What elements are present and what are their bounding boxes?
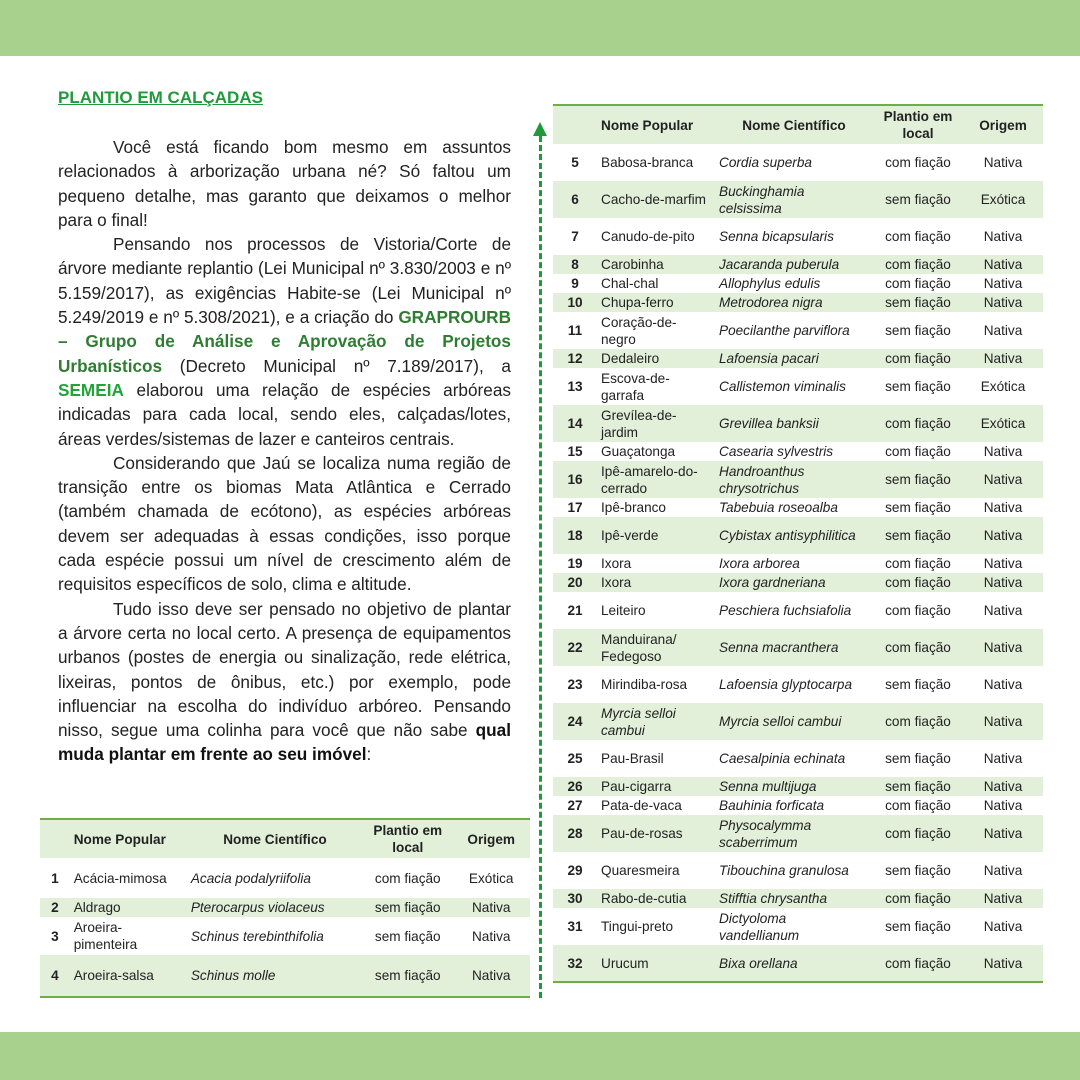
table-row — [553, 255, 1043, 274]
planting-location: sem fiação — [885, 500, 951, 515]
popular-name: Chupa-ferro — [601, 295, 674, 310]
popular-name: Guaçatonga — [601, 444, 676, 459]
planting-location: sem fiação — [374, 968, 441, 983]
origin: Nativa — [983, 323, 1023, 338]
row-number: 17 — [567, 500, 583, 515]
table-row — [553, 181, 1043, 218]
popular-name: Ipê-verde — [601, 528, 659, 543]
scientific-name: Tibouchina granulosa — [719, 863, 849, 878]
table-row — [553, 629, 1043, 666]
table-row — [553, 368, 1043, 405]
planting-location: com fiação — [374, 870, 441, 886]
p4-bold-text: qual muda plantar em frente ao seu imóvel — [58, 720, 511, 765]
table-row — [553, 815, 1043, 852]
header-number — [553, 105, 597, 144]
scientific-name: Myrcia selloi cambui — [719, 714, 842, 729]
origin: Nativa — [983, 603, 1023, 618]
planting-location: com fiação — [885, 798, 951, 813]
table-row — [40, 898, 530, 917]
origin: Exótica — [980, 192, 1026, 207]
popular-name: Dedaleiro — [601, 351, 660, 366]
popular-name: Pau-cigarra — [601, 779, 672, 794]
scientific-name: Cordia superba — [719, 155, 812, 170]
popular-name: Grevílea-de-jardim — [601, 407, 677, 440]
scientific-name: Allophylus edulis — [719, 276, 821, 291]
origin: Nativa — [983, 919, 1023, 934]
scientific-name: Lafoensia glyptocarpa — [719, 677, 853, 692]
species-table-part-2 — [553, 104, 1043, 983]
popular-name: Carobinha — [601, 257, 664, 272]
intro-text — [58, 135, 511, 767]
planting-location: sem fiação — [374, 928, 441, 944]
popular-name: Aroeira-pimenteira — [73, 920, 138, 952]
bottom-green-band — [0, 1032, 1080, 1080]
p4-end: : — [366, 744, 372, 765]
table-row — [553, 442, 1043, 461]
popular-name: Ixora — [601, 575, 632, 590]
scientific-name: Callistemon viminalis — [719, 379, 846, 394]
row-number: 23 — [567, 677, 583, 692]
table-row — [553, 889, 1043, 908]
origin: Exótica — [468, 870, 514, 886]
table-row — [553, 293, 1043, 312]
scientific-name: Dictyoloma vandellianum — [719, 910, 800, 943]
table-row — [553, 796, 1043, 815]
header-cientifico: Nome Científico — [742, 117, 846, 133]
planting-location: sem fiação — [885, 863, 951, 878]
scientific-name: Bauhinia forficata — [719, 798, 825, 813]
origin: Nativa — [983, 229, 1023, 244]
planting-location: com fiação — [885, 891, 951, 906]
table-row — [553, 945, 1043, 982]
origin: Nativa — [471, 900, 511, 915]
popular-name: Ipê-amarelo-do-cerrado — [601, 463, 698, 496]
popular-name: Babosa-branca — [601, 155, 694, 170]
table-header-row — [553, 105, 1043, 144]
table-row — [553, 703, 1043, 740]
popular-name: Leiteiro — [601, 603, 646, 618]
scientific-name: Peschiera fuchsiafolia — [719, 603, 852, 618]
row-number: 31 — [567, 919, 583, 934]
table-row — [40, 858, 530, 898]
table-row — [553, 908, 1043, 945]
page-title: PLANTIO EM CALÇADAS — [58, 88, 263, 107]
row-number: 1 — [51, 870, 59, 886]
popular-name: Acácia-mimosa — [73, 870, 167, 886]
intro-paragraph-2 — [58, 232, 511, 451]
header-origem: Origem — [979, 117, 1027, 133]
table-header-row — [40, 819, 530, 858]
planting-location: com fiação — [885, 444, 951, 459]
planting-location: sem fiação — [885, 192, 951, 207]
p2-text-a: Pensando nos processos de Vistoria/Corte de árvore mediante replantio (Lei Municipal nº 3.830/2003 e nº 5.159/2017), as exigências Habite-se (Lei Municipal nº 5.249/2019 e nº 5.308/2021), e a criação do — [58, 234, 511, 328]
popular-name: Pata-de-vaca — [601, 798, 682, 813]
planting-location: com fiação — [885, 575, 951, 590]
origin: Nativa — [983, 575, 1023, 590]
popular-name: Canudo-de-pito — [601, 229, 695, 244]
row-number: 19 — [567, 556, 583, 571]
table-row — [40, 955, 530, 997]
table-row — [553, 554, 1043, 573]
origin: Exótica — [980, 416, 1026, 431]
scientific-name: Caesalpinia echinata — [719, 751, 846, 766]
table-row — [553, 573, 1043, 592]
origin: Nativa — [983, 155, 1023, 170]
table-row — [553, 218, 1043, 255]
scientific-name: Cybistax antisyphilitica — [719, 528, 856, 543]
row-number: 20 — [567, 575, 583, 590]
origin: Nativa — [983, 779, 1023, 794]
row-number: 26 — [567, 779, 583, 794]
table-row — [553, 312, 1043, 349]
scientific-name: Ixora gardneriana — [719, 575, 826, 590]
row-number: 7 — [571, 229, 579, 244]
planting-location: com fiação — [885, 155, 951, 170]
planting-location: sem fiação — [885, 677, 951, 692]
row-number: 21 — [567, 603, 583, 618]
planting-location: com fiação — [885, 351, 951, 366]
species-table-part-1 — [40, 818, 530, 998]
table-row — [553, 349, 1043, 368]
row-number: 28 — [567, 826, 583, 841]
header-origem: Origem — [467, 831, 515, 847]
origin: Nativa — [983, 528, 1023, 543]
table-row — [553, 274, 1043, 293]
scientific-name: Handroanthus chrysotrichus — [719, 463, 805, 496]
scientific-name: Casearia sylvestris — [719, 444, 834, 459]
row-number: 2 — [51, 900, 59, 915]
header-number — [40, 819, 70, 858]
origin: Nativa — [983, 500, 1023, 515]
origin: Nativa — [983, 751, 1023, 766]
popular-name: Manduirana/ Fedegoso — [601, 631, 677, 664]
row-number: 24 — [567, 714, 583, 729]
scientific-name: Lafoensia pacari — [719, 351, 819, 366]
popular-name: Ixora — [601, 556, 632, 571]
origin: Nativa — [983, 891, 1023, 906]
popular-name: Chal-chal — [601, 276, 659, 291]
origin: Nativa — [983, 556, 1023, 571]
row-number: 15 — [567, 444, 583, 459]
header-popular: Nome Popular — [73, 831, 166, 847]
popular-name: Rabo-de-cutia — [601, 891, 687, 906]
header-plantio: Plantio em local — [373, 823, 443, 855]
p2-text-b: (Decreto Municipal nº 7.189/2017), a — [162, 355, 511, 376]
planting-location: sem fiação — [885, 323, 951, 338]
scientific-name: Buckinghamia celsissima — [719, 183, 805, 216]
row-number: 5 — [571, 155, 579, 170]
popular-name: Myrcia selloi cambui — [601, 705, 676, 738]
origin: Nativa — [983, 276, 1023, 291]
intro-paragraph-4 — [58, 597, 511, 767]
table-row — [553, 405, 1043, 442]
popular-name: Quaresmeira — [601, 863, 680, 878]
scientific-name: Grevillea banksii — [719, 416, 819, 431]
table-row — [553, 498, 1043, 517]
planting-location: com fiação — [885, 603, 951, 618]
dashed-divider-line — [539, 136, 542, 998]
origin: Nativa — [983, 444, 1023, 459]
p4-text-a: Tudo isso deve ser pensado no objetivo de plantar a árvore certa no local certo. A presença de equipamentos urbanos (postes de energia ou sinalização, rede elétrica, lixeiras, pontos de ônibus, etc.) por exemplo, pode influenciar na escolha do indivíduo arbóreo. Pensando nisso, segue uma colinha para você que não sabe — [58, 598, 511, 741]
row-number: 18 — [567, 528, 583, 543]
scientific-name: Bixa orellana — [719, 955, 798, 971]
planting-location: com fiação — [885, 640, 951, 655]
origin: Nativa — [983, 677, 1023, 692]
row-number: 10 — [567, 295, 583, 310]
graprourb-highlight: GRAPROURB – Grupo de Análise e Aprovação de Projetos Urbanísticos — [58, 307, 511, 376]
origin: Nativa — [983, 640, 1023, 655]
popular-name: Cacho-de-marfim — [601, 192, 706, 207]
popular-name: Pau-Brasil — [601, 751, 664, 766]
origin: Exótica — [980, 379, 1026, 394]
popular-name: Escova-de-garrafa — [601, 370, 670, 403]
planting-location: sem fiação — [885, 379, 951, 394]
origin: Nativa — [983, 257, 1023, 272]
planting-location: com fiação — [885, 714, 951, 729]
table-row — [40, 917, 530, 955]
planting-location: sem fiação — [885, 472, 951, 487]
popular-name: Urucum — [601, 955, 649, 971]
row-number: 25 — [567, 751, 583, 766]
scientific-name: Tabebuia roseoalba — [719, 500, 838, 515]
table-row — [553, 461, 1043, 498]
origin: Nativa — [983, 472, 1023, 487]
intro-paragraph-3: Considerando que Jaú se localiza numa região de transição entre os biomas Mata Atlântica e Cerrado (também chamada de ecótono), as espécies arbóreas devem ser adequadas à essas condições, isso porque cada espécie possui um nível de crescimento além de requisitos específicos de solo, clima e altitude. — [58, 452, 511, 595]
popular-name: Ipê-branco — [601, 500, 666, 515]
row-number: 12 — [567, 351, 583, 366]
row-number: 16 — [567, 472, 583, 487]
row-number: 6 — [571, 192, 579, 207]
origin: Nativa — [983, 826, 1023, 841]
planting-location: sem fiação — [374, 900, 441, 915]
row-number: 9 — [571, 276, 579, 291]
planting-location: com fiação — [885, 276, 951, 291]
table-row — [553, 777, 1043, 796]
row-number: 11 — [567, 323, 583, 338]
p2-text-c: elaborou uma relação de espécies arbóreas indicadas para cada local, sendo eles, calçadas/lotes, áreas verdes/sistemas de lazer e canteiros centrais. — [58, 379, 511, 449]
planting-location: sem fiação — [885, 528, 951, 543]
planting-location: com fiação — [885, 826, 951, 841]
row-number: 8 — [571, 257, 579, 272]
row-number: 4 — [51, 968, 59, 983]
scientific-name: Senna multijuga — [719, 779, 817, 794]
table-row — [553, 740, 1043, 777]
row-number: 32 — [567, 955, 583, 971]
planting-location: com fiação — [885, 257, 951, 272]
row-number: 14 — [567, 416, 583, 431]
row-number: 29 — [567, 863, 583, 878]
scientific-name: Ixora arborea — [719, 556, 800, 571]
row-number: 27 — [567, 798, 583, 813]
origin: Nativa — [471, 968, 511, 983]
popular-name: Tingui-preto — [601, 919, 674, 934]
row-number: 3 — [51, 928, 59, 944]
origin: Nativa — [983, 714, 1023, 729]
header-popular: Nome Popular — [601, 117, 694, 133]
table-row — [553, 144, 1043, 181]
table-row — [553, 517, 1043, 554]
scientific-name: Senna bicapsularis — [719, 229, 834, 244]
row-number: 22 — [567, 640, 583, 655]
table-row — [553, 666, 1043, 703]
scientific-name: Schinus molle — [190, 968, 276, 983]
planting-location: com fiação — [885, 955, 951, 971]
planting-location: com fiação — [885, 556, 951, 571]
popular-name: Aroeira-salsa — [73, 968, 154, 983]
planting-location: sem fiação — [885, 751, 951, 766]
arrow-up-icon — [533, 122, 547, 136]
popular-name: Mirindiba-rosa — [601, 677, 688, 692]
origin: Nativa — [983, 295, 1023, 310]
planting-location: sem fiação — [885, 919, 951, 934]
popular-name: Pau-de-rosas — [601, 826, 683, 841]
table-row — [553, 852, 1043, 889]
scientific-name: Metrodorea nigra — [719, 295, 823, 310]
popular-name: Aldrago — [73, 900, 121, 915]
origin: Nativa — [983, 798, 1023, 813]
planting-location: sem fiação — [885, 779, 951, 794]
scientific-name: Poecilanthe parviflora — [719, 323, 850, 338]
popular-name: Coração-de-negro — [601, 314, 677, 347]
planting-location: com fiação — [885, 229, 951, 244]
header-cientifico: Nome Científico — [223, 831, 327, 847]
scientific-name: Senna macranthera — [719, 640, 839, 655]
scientific-name: Pterocarpus violaceus — [190, 900, 325, 915]
top-green-band — [0, 0, 1080, 56]
scientific-name: Acacia podalyriifolia — [190, 870, 311, 886]
origin: Nativa — [983, 863, 1023, 878]
row-number: 13 — [567, 379, 583, 394]
table-row — [553, 592, 1043, 629]
scientific-name: Stifftia chrysantha — [719, 891, 828, 906]
header-plantio: Plantio em local — [883, 109, 953, 141]
intro-paragraph-1: Você está ficando bom mesmo em assuntos relacionados à arborização urbana né? Só faltou um pequeno detalhe, mas garanto que deixamos o melhor para o final! — [58, 137, 511, 230]
origin: Nativa — [983, 955, 1023, 971]
scientific-name: Schinus terebinthifolia — [190, 928, 324, 944]
planting-location: sem fiação — [885, 295, 951, 310]
planting-location: com fiação — [885, 416, 951, 431]
scientific-name: Jacaranda puberula — [719, 257, 840, 272]
origin: Nativa — [471, 928, 511, 944]
origin: Nativa — [983, 351, 1023, 366]
semeia-highlight: SEMEIA — [58, 379, 124, 400]
row-number: 30 — [567, 891, 583, 906]
scientific-name: Physocalymma scaberrimum — [719, 817, 812, 850]
